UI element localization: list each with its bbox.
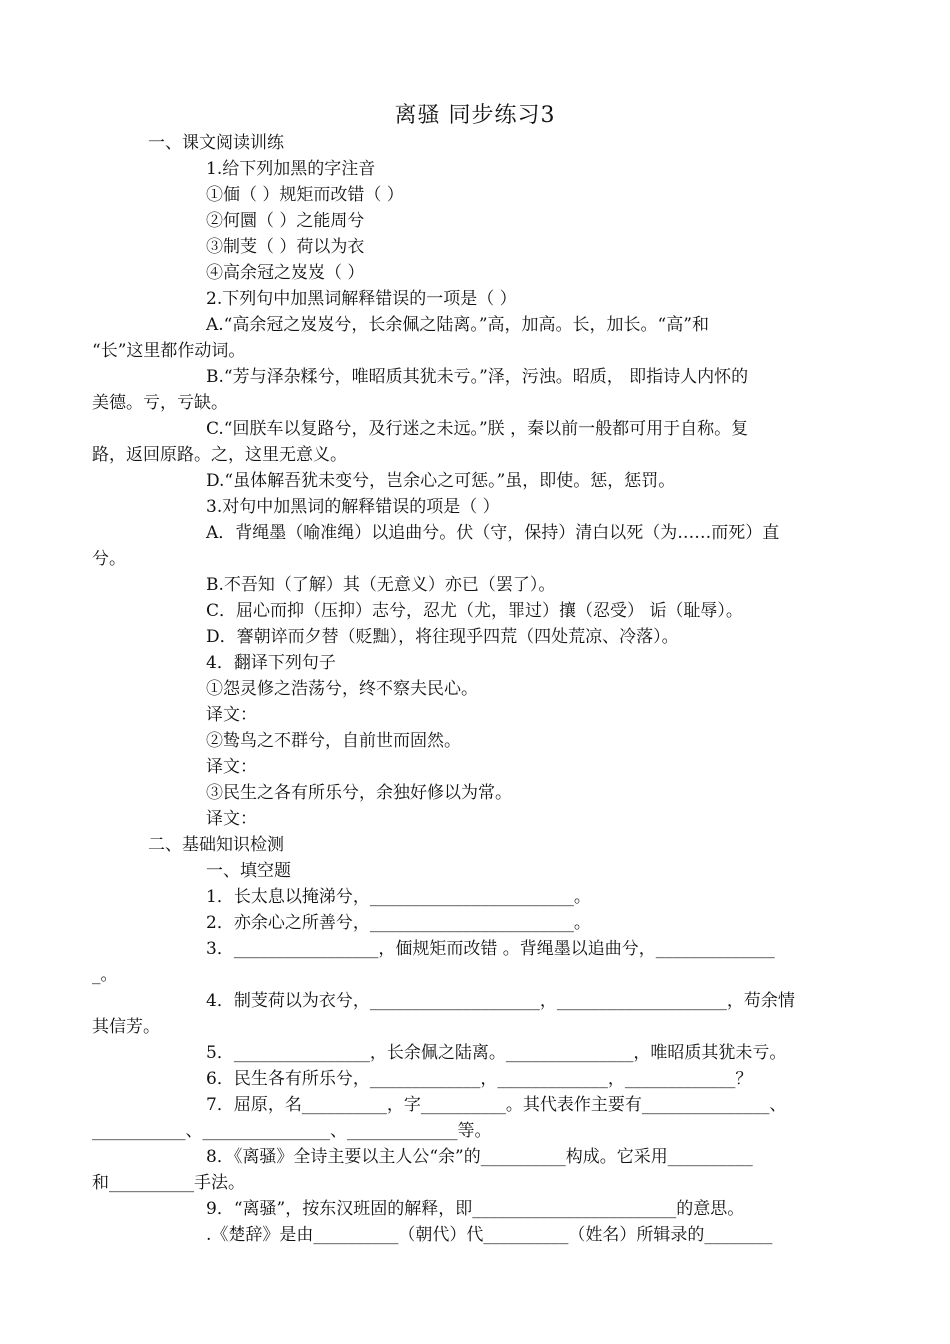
text-line: 4．制芰荷以为衣兮，____________________，____________________，苟余情 xyxy=(206,991,795,1011)
text-line: ①怨灵修之浩荡兮，终不察夫民心。 xyxy=(206,679,478,699)
text-line: 其信芳。 xyxy=(92,1017,160,1037)
text-line: ②鸷鸟之不群兮，自前世而固然。 xyxy=(206,731,461,751)
text-line: D．謇朝谇而夕替（贬黜），将往现乎四荒（四处荒凉、冷落）。 xyxy=(206,627,679,647)
text-line: 美德。亏，亏缺。 xyxy=(92,393,228,413)
text-line: 译文： xyxy=(206,705,257,725)
text-line: D.“虽体解吾犹未变兮，岂余心之可惩。”虽，即使。惩，惩罚。 xyxy=(206,471,676,491)
text-line: “长”这里都作动词。 xyxy=(92,341,246,361)
text-line: B.“芳与泽杂糅兮，唯昭质其犹未亏。”泽，污浊。昭质， 即指诗人内怀的 xyxy=(206,367,749,387)
text-line: 1.给下列加黑的字注音 xyxy=(206,159,376,179)
text-line: 3．_________________，偭规矩而改错 。背绳墨以追曲兮，______________ xyxy=(206,939,775,959)
text-line: 2.下列句中加黑词解释错误的一项是（ ） xyxy=(206,289,517,309)
text-line: 2．亦余心之所善兮，________________________。 xyxy=(206,913,591,933)
text-line: 路，返回原路。之，这里无意义。 xyxy=(92,445,347,465)
text-line: 3.对句中加黑词的解释错误的项是（ ） xyxy=(206,497,500,517)
text-line: A.“高余冠之岌岌兮，长余佩之陆离。”高，加高。长，加长。“高”和 xyxy=(206,315,709,335)
text-line: 和__________手法。 xyxy=(92,1173,245,1193)
text-line: ②何圜（ ）之能周兮 xyxy=(206,211,365,231)
text-line: 兮。 xyxy=(92,549,126,569)
text-line: ①偭（ ）规矩而改错（ ） xyxy=(206,185,404,205)
text-line: 7．屈原，名__________，字__________。其代表作主要有_______________、 xyxy=(206,1095,787,1115)
text-line: 1．长太息以掩涕兮，________________________。 xyxy=(206,887,591,907)
text-line: 4．翻译下列句子 xyxy=(206,653,336,673)
text-line: 一、课文阅读训练 xyxy=(148,133,284,153)
text-line: ___________、_______________、_____________等。 xyxy=(92,1121,492,1141)
text-line: A．背绳墨（喻准绳）以追曲兮。伏（守，保持）清白以死（为……而死）直 xyxy=(206,523,780,543)
text-line: ③民生之各有所乐兮，余独好修以为常。 xyxy=(206,783,512,803)
text-line: ④高余冠之岌岌（ ） xyxy=(206,263,365,283)
text-line: 一、填空题 xyxy=(206,861,291,881)
text-line: ③制芰（ ）荷以为衣 xyxy=(206,237,365,257)
text-line: C.“回朕车以复路兮，及行迷之未远。”朕 ，秦以前一般都可用于自称。复 xyxy=(206,419,749,439)
text-line: 译文： xyxy=(206,757,257,777)
text-line: 二、基础知识检测 xyxy=(148,835,284,855)
text-line: 8．《离骚》全诗主要以主人公“余”的__________构成。它采用__________ xyxy=(206,1147,753,1167)
text-line: _。 xyxy=(92,965,118,985)
text-line: 6．民生各有所乐兮，_____________，_____________，_____________？ xyxy=(206,1069,753,1089)
text-line: C．屈心而抑（压抑）志兮，忍尤（尤，罪过）攘（忍受） 诟（耻辱）。 xyxy=(206,601,743,621)
text-line: 9．“离骚”，按东汉班固的解释，即________________________的意思。 xyxy=(206,1199,745,1219)
text-line: .《楚辞》是由__________（朝代）代__________（姓名）所辑录的________ xyxy=(206,1225,773,1245)
text-line: 译文： xyxy=(206,809,257,829)
page-title: 离骚 同步练习3 xyxy=(394,103,556,128)
text-line: B.不吾知（了解）其（无意义）亦已（罢了）。 xyxy=(206,575,556,595)
text-line: 5．________________，长余佩之陆离。_______________，唯昭质其犹未亏。 xyxy=(206,1043,787,1063)
